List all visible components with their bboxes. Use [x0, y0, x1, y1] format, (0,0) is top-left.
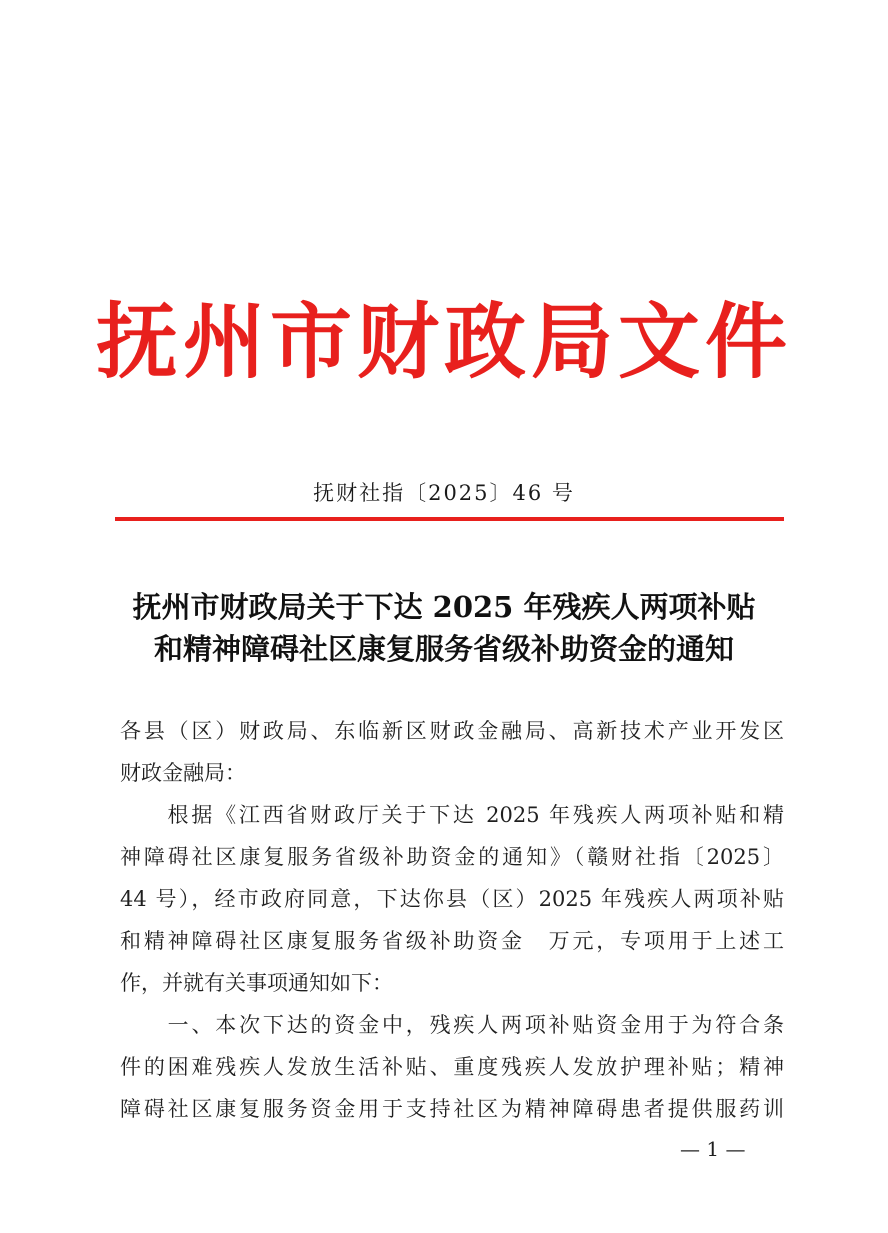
document-body — [120, 710, 784, 1130]
body-line: 障碍社区康复服务资金用于支持社区为精神障碍患者提供服药训 — [120, 1097, 784, 1121]
body-line: 神障碍社区康复服务省级补助资金的通知》（赣财社指〔2025〕 — [120, 845, 784, 869]
body-line: 财政金融局： — [120, 761, 246, 785]
body-line: 各县（区）财政局、东临新区财政金融局、高新技术产业开发区 — [120, 719, 784, 743]
body-line: 根据《江西省财政厅关于下达 2025 年残疾人两项补贴和精 — [120, 803, 784, 827]
body-line: 件的困难残疾人发放生活补贴、重度残疾人发放护理补贴；精神 — [120, 1055, 784, 1079]
body-line: 一、本次下达的资金中，残疾人两项补贴资金用于为符合条 — [120, 1013, 784, 1037]
document-title-line: 抚州市财政局关于下达 2025 年残疾人两项补贴 — [132, 590, 756, 624]
masthead-title: 抚州市财政局文件 — [95, 294, 792, 390]
page-number: — 1 — — [680, 1137, 746, 1161]
body-line: 44 号），经市政府同意，下达你县（区）2025 年残疾人两项补贴 — [120, 887, 784, 911]
document-title-line: 和精神障碍社区康复服务省级补助资金的通知 — [153, 632, 734, 666]
body-line: 作，并就有关事项通知如下： — [120, 971, 393, 995]
body-line: 和精神障碍社区康复服务省级补助资金 万元，专项用于上述工 — [120, 929, 784, 953]
document-title — [60, 586, 828, 670]
red-divider-line — [115, 517, 784, 521]
document-number: 抚财社指〔2025〕46 号 — [313, 481, 575, 505]
